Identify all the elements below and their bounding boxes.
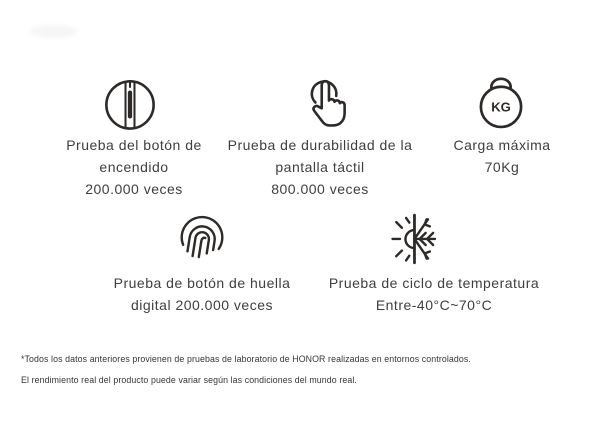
watermark-smudge — [30, 25, 78, 38]
label-line: Entre-40°C~70°C — [375, 297, 493, 313]
tap-gesture-icon — [299, 73, 357, 131]
kettlebell-icon — [472, 73, 530, 131]
feature-label-fingerprint-test — [114, 272, 291, 316]
label-line: Prueba del botón de — [66, 137, 202, 153]
kg-icon-label: KG — [491, 99, 511, 115]
label-line: 800.000 veces — [271, 181, 369, 197]
footnote — [21, 349, 471, 390]
fingerprint-icon — [173, 209, 231, 267]
feature-label-temperature-cycle — [329, 272, 539, 316]
power-button-icon — [102, 76, 158, 132]
label-line: Prueba de botón de huella — [113, 275, 291, 291]
temperature-cycle-icon — [386, 210, 442, 266]
label-line: Prueba de ciclo de temperatura — [328, 275, 540, 291]
label-line: Carga máxima — [453, 137, 551, 153]
feature-label-power-button-test — [66, 134, 202, 200]
feature-label-touchscreen-durability — [228, 134, 413, 200]
label-line: Prueba de durabilidad de la — [227, 137, 413, 153]
feature-label-max-load — [453, 134, 550, 178]
footnote-line-2: El rendimiento real del producto puede variar según las condiciones del mundo real. — [21, 374, 357, 385]
footnote-line-1: *Todos los datos anteriores provienen de pruebas de laboratorio de HONOR realizadas en entornos controlados. — [21, 354, 471, 364]
label-line: digital 200.000 veces — [130, 297, 274, 313]
label-line: 200.000 veces — [85, 181, 183, 197]
label-line: pantalla táctil — [275, 159, 365, 175]
label-line: 70Kg — [484, 159, 520, 175]
label-line: encendido — [99, 159, 169, 175]
